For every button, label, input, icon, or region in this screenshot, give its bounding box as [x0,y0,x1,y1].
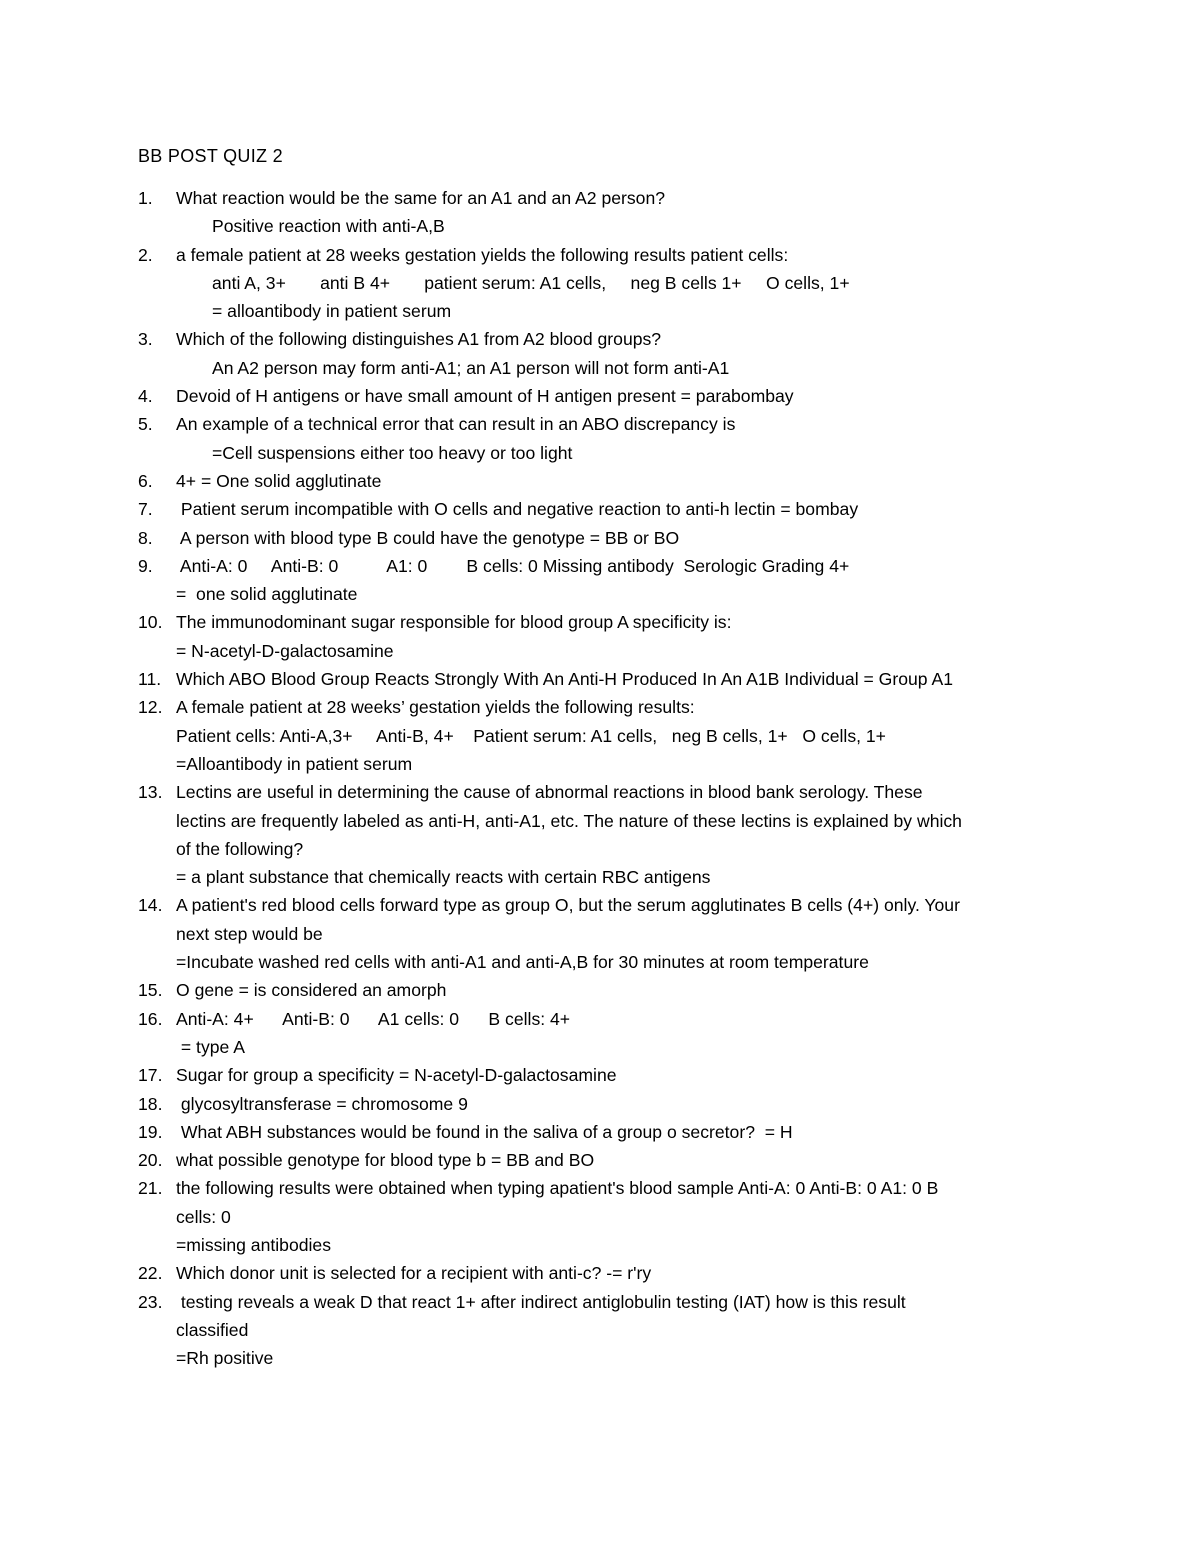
item-line: = a plant substance that chemically reacts with certain RBC antigens [176,867,711,888]
item-line: Patient cells: Anti-A,3+ Anti-B, 4+ Patient serum: A1 cells, neg B cells, 1+ O cells, 1+ [176,725,886,746]
item-text: Patient serum incompatible with O cells and negative reaction to anti-h lectin = bombay [176,499,859,520]
quiz-item [138,410,1078,467]
quiz-item [138,1090,1078,1118]
item-text: a female patient at 28 weeks gestation yields the following results patient cells: [176,244,789,265]
item-text: A female patient at 28 weeks’ gestation yields the following results: [176,697,695,718]
quiz-item [138,325,1078,382]
item-text: Which ABO Blood Group Reacts Strongly With An Anti-H Produced In An A1B Individual = Group A1 [176,669,953,690]
item-text: What reaction would be the same for an A1 and an A2 person? [176,188,666,208]
item-line: = N-acetyl-D-galactosamine [176,640,394,661]
item-line: =Alloantibody in patient serum [176,753,413,774]
item-text: Which donor unit is selected for a recipient with anti-c? -= r'ry [176,1263,652,1284]
quiz-item [138,524,1078,552]
item-number: 12. [138,697,163,718]
item-line: = type A [176,1036,245,1057]
item-number: 13. [138,782,163,803]
quiz-item [138,693,1078,778]
quiz-item [138,1061,1078,1089]
quiz-list [138,184,1078,1372]
item-line: = alloantibody in patient serum [212,301,452,322]
item-line: of the following? [176,838,304,859]
item-text: O gene = is considered an amorph [176,980,447,1001]
item-line: Positive reaction with anti-A,B [212,216,445,237]
item-text: what possible genotype for blood type b = BB and BO [176,1150,595,1171]
item-number: 8. [138,527,153,548]
quiz-item [138,1118,1078,1146]
item-text: Devoid of H antigens or have small amount of H antigen present = parabombay [176,386,794,407]
item-number: 21. [138,1178,163,1199]
item-line: =Incubate washed red cells with anti-A1 and anti-A,B for 30 minutes at room temperature [176,952,869,973]
item-text: A patient's red blood cells forward type as group O, but the serum agglutinates B cells (4+) only. Your [176,895,960,916]
item-number: 23. [138,1291,163,1312]
item-number: 7. [138,499,153,520]
quiz-item [138,891,1078,976]
item-number: 11. [138,669,162,690]
item-number: 5. [138,414,153,435]
item-line: =missing antibodies [176,1234,332,1255]
item-line: An A2 person may form anti-A1; an A1 person will not form anti-A1 [212,357,730,378]
quiz-item [138,552,1078,609]
quiz-item [138,1259,1078,1287]
item-line: lectins are frequently labeled as anti-H, anti-A1, etc. The nature of these lectins is explained by which [176,810,962,831]
item-number: 18. [138,1093,163,1114]
item-number: 4. [138,386,153,407]
quiz-item [138,608,1078,665]
document-title: BB POST QUIZ 2 [138,146,283,166]
item-number: 2. [138,244,153,265]
item-number: 1. [138,188,153,208]
item-text: glycosyltransferase = chromosome 9 [176,1093,468,1114]
quiz-item [138,495,1078,523]
item-line: classified [176,1319,249,1340]
item-text: A person with blood type B could have the genotype = BB or BO [176,527,680,548]
item-line: anti A, 3+ anti B 4+ patient serum: A1 cells, neg B cells 1+ O cells, 1+ [212,272,850,293]
item-text: The immunodominant sugar responsible for blood group A specificity is: [176,612,732,633]
item-number: 17. [138,1065,163,1086]
item-line: next step would be [176,923,323,944]
item-text: An example of a technical error that can result in an ABO discrepancy is [176,414,736,435]
item-number: 20. [138,1150,163,1171]
quiz-item [138,382,1078,410]
item-text: 4+ = One solid agglutinate [176,470,382,491]
item-line: =Rh positive [176,1348,274,1369]
item-text: Lectins are useful in determining the cause of abnormal reactions in blood bank serology. These [176,782,923,803]
quiz-item [138,1288,1078,1373]
item-text: Which of the following distinguishes A1 from A2 blood groups? [176,329,662,350]
quiz-item [138,1005,1078,1062]
item-number: 10. [138,612,163,633]
quiz-item [138,665,1078,693]
item-number: 19. [138,1121,163,1142]
quiz-item [138,241,1078,326]
item-number: 15. [138,980,163,1001]
item-text: What ABH substances would be found in the saliva of a group o secretor? = H [176,1121,793,1142]
item-line: =Cell suspensions either too heavy or too light [212,442,573,463]
item-text: testing reveals a weak D that react 1+ after indirect antiglobulin testing (IAT) how is this result [176,1291,906,1312]
item-number: 22. [138,1263,163,1284]
item-text: Sugar for group a specificity = N-acetyl-D-galactosamine [176,1065,617,1086]
quiz-item [138,184,1078,241]
quiz-item [138,976,1078,1004]
quiz-item [138,1146,1078,1174]
item-number: 3. [138,329,153,350]
item-number: 16. [138,1008,163,1029]
item-number: 9. [138,555,153,576]
item-text: Anti-A: 0 Anti-B: 0 A1: 0 B cells: 0 Missing antibody Serologic Grading 4+ [176,555,850,576]
item-text: Anti-A: 4+ Anti-B: 0 A1 cells: 0 B cells: 4+ [176,1008,571,1029]
quiz-item [138,467,1078,495]
quiz-item [138,1174,1078,1259]
item-text: the following results were obtained when typing apatient's blood sample Anti-A: 0 Anti-B: 0 A1: 0 B [176,1178,939,1199]
item-number: 6. [138,470,153,491]
item-line: cells: 0 [176,1206,231,1227]
quiz-item [138,778,1078,891]
item-number: 14. [138,895,163,916]
item-line: = one solid agglutinate [176,584,358,605]
